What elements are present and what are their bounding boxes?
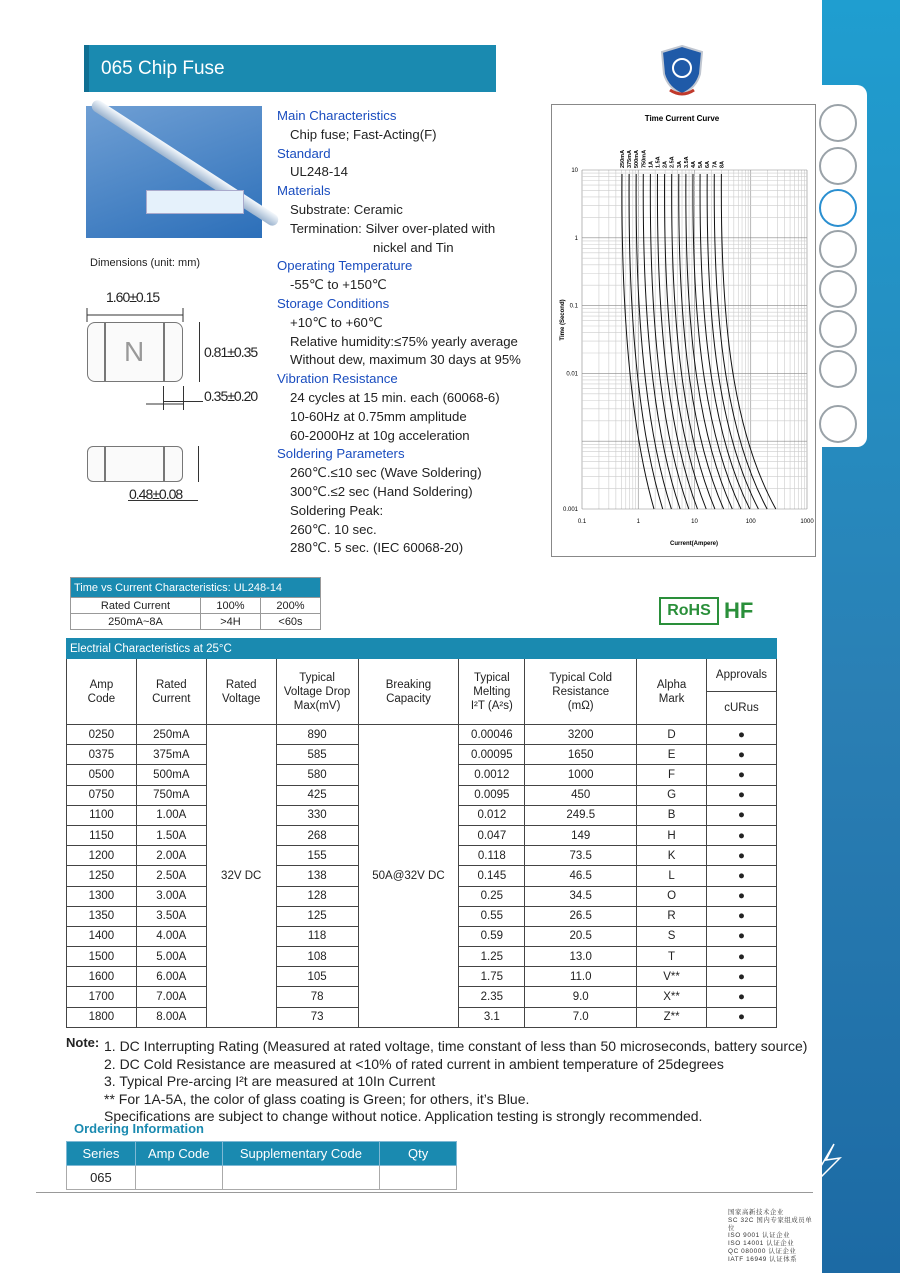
ec-cell: 26.5 [525, 906, 637, 926]
ec-cell: 73.5 [525, 846, 637, 866]
ec-cell: 6.00A [136, 967, 206, 987]
ec-cell: 750mA [136, 785, 206, 805]
curve-rating-label: 2A [662, 160, 669, 168]
ec-col: Rated Current [136, 659, 206, 725]
page-title: 065 Chip Fuse [84, 45, 496, 92]
ec-cell: 0500 [67, 765, 137, 785]
ec-cell: 3200 [525, 725, 637, 745]
ec-cell: ● [707, 745, 777, 765]
ec-cell: 1600 [67, 967, 137, 987]
ec-cell: 0.145 [459, 866, 525, 886]
ec-cell: 34.5 [525, 886, 637, 906]
ec-cell: 249.5 [525, 805, 637, 825]
curve-rating-label: 250mA [620, 149, 626, 168]
ec-cell: 2.50A [136, 866, 206, 886]
ec-cell: ● [707, 866, 777, 886]
ec-cell: 1350 [67, 906, 137, 926]
tvc-col: Rated Current [71, 598, 201, 614]
ec-cell: 73 [276, 1007, 358, 1027]
x-tick-label: 1 [636, 519, 640, 525]
curve-rating-label: 500mA [634, 149, 641, 168]
ec-cell: 1400 [67, 926, 137, 946]
ec-cell: 0.00095 [459, 745, 525, 765]
triangle-logo-icon[interactable] [819, 104, 857, 142]
ec-cell: 108 [276, 947, 358, 967]
ec-cell: X** [637, 987, 707, 1007]
ec-cell: 268 [276, 825, 358, 845]
notes-label: Note: [66, 1035, 100, 1050]
ec-cell: ● [707, 765, 777, 785]
ec-col: Rated Voltage [206, 659, 276, 725]
ec-cell: 1500 [67, 947, 137, 967]
ec-cell: B [637, 805, 707, 825]
ord-col: Qty [380, 1142, 457, 1166]
ec-cell: ● [707, 926, 777, 946]
curve-rating-label: 6A [705, 160, 712, 168]
globe-icon[interactable] [819, 405, 857, 443]
ec-cell: 450 [525, 785, 637, 805]
x-tick-label: 10 [691, 519, 698, 525]
fuse-marking: N [124, 336, 145, 367]
ec-cell: 1.00A [136, 805, 206, 825]
ec-cell: 20.5 [525, 926, 637, 946]
ec-cell: 0.118 [459, 846, 525, 866]
ec-col: Alpha Mark [637, 659, 707, 725]
x-tick-label: 0.1 [577, 519, 587, 525]
ec-cell: 13.0 [525, 947, 637, 967]
ord-cell [222, 1166, 380, 1190]
tvc-table [70, 577, 321, 630]
fuse-side-view [87, 446, 183, 482]
ec-cell: L [637, 866, 707, 886]
ec-cell: ● [707, 785, 777, 805]
dim-band: 0.35±0.20 [204, 388, 258, 404]
spec-line: +10℃ to +60℃ [290, 314, 383, 330]
ec-cell: 0375 [67, 745, 137, 765]
ec-cell: ● [707, 987, 777, 1007]
y-axis-label: Time (Second) [560, 299, 566, 341]
ec-cell: 585 [276, 745, 358, 765]
ec-cell: 7.00A [136, 987, 206, 1007]
ec-cell: Z** [637, 1007, 707, 1027]
ec-cell: ● [707, 846, 777, 866]
ec-cell: 0.00046 [459, 725, 525, 745]
time-current-curve [551, 104, 816, 557]
fuse-tape-graphic [146, 190, 244, 214]
ec-cell: 500mA [136, 765, 206, 785]
dim-width: 0.48±0.08 [129, 486, 183, 502]
curve-line [679, 174, 724, 509]
spec-line: Relative humidity:≤75% yearly average [290, 333, 518, 349]
ec-cell: 3.1 [459, 1007, 525, 1027]
ec-cell: 1.25 [459, 947, 525, 967]
ec-cell: 149 [525, 825, 637, 845]
ec-cell: 330 [276, 805, 358, 825]
ec-col: Breaking Capacity [358, 659, 459, 725]
shield-logo-icon [660, 44, 704, 96]
ec-cell: 2.00A [136, 846, 206, 866]
ec-col-sub: cURus [707, 692, 777, 725]
ord-col: Amp Code [135, 1142, 222, 1166]
note-item: ** For 1A-5A, the color of glass coating is Green; for others, it’s Blue. [104, 1090, 530, 1107]
curve-rating-label: 2.5A [669, 156, 676, 168]
ec-cell: 1650 [525, 745, 637, 765]
ec-cell: G [637, 785, 707, 805]
ec-cell: E [637, 745, 707, 765]
ec-cell: K [637, 846, 707, 866]
ec-cell: 46.5 [525, 866, 637, 886]
curve-rating-label: 1.5A [655, 156, 662, 168]
curve-rating-label: 3.5A [683, 156, 690, 168]
certifications [728, 1209, 814, 1264]
ec-cell: ● [707, 825, 777, 845]
characteristics-list [277, 107, 547, 558]
y-tick-label: 10 [571, 168, 578, 174]
spec-heading: Materials [277, 183, 331, 199]
y-tick-label: 0.1 [569, 303, 578, 310]
ord-cell [135, 1166, 222, 1190]
ec-cell: 0.25 [459, 886, 525, 906]
coil-icon[interactable] [819, 350, 857, 388]
dimensions-label: Dimensions (unit: mm) [90, 257, 201, 269]
y-tick-label: 1 [574, 235, 578, 242]
ec-cell: 425 [276, 785, 358, 805]
spec-line: -55℃ to +150℃ [290, 277, 387, 293]
ec-cell: 9.0 [525, 987, 637, 1007]
curve-chart [552, 105, 815, 556]
spec-line: 300℃.≤2 sec (Hand Soldering) [290, 483, 473, 499]
curve-rating-label: 3A [676, 160, 683, 168]
spec-line: Termination: Silver over-plated with [290, 220, 496, 236]
ec-cell: 5.00A [136, 947, 206, 967]
spec-line: 260℃.≤10 sec (Wave Soldering) [290, 465, 482, 481]
spec-line: 260℃. 10 sec. [290, 521, 377, 537]
spec-heading: Storage Conditions [277, 295, 390, 311]
ec-cell: 3.00A [136, 886, 206, 906]
ec-cell: 128 [276, 886, 358, 906]
ordering-title: Ordering Information [74, 1121, 204, 1136]
ec-cell: V** [637, 967, 707, 987]
ec-cell: 4.00A [136, 926, 206, 946]
cert-line: IATF 16949 认证体系 [728, 1255, 798, 1263]
dim-height: 0.81±0.35 [204, 344, 258, 360]
note-item: 2. DC Cold Resistance are measured at <10% of rated current in ambient temperature of 25degrees [104, 1055, 724, 1072]
ec-col: Amp Code [67, 659, 137, 725]
spec-line: nickel and Tin [373, 239, 454, 255]
lightning-icon [812, 1140, 842, 1180]
ec-cell: 1150 [67, 825, 137, 845]
spec-line: 60-2000Hz at 10g acceleration [290, 427, 470, 443]
ec-cell: F [637, 765, 707, 785]
ec-cell: 0.0095 [459, 785, 525, 805]
ec-header: Electrial Characteristics at 25°C [67, 639, 777, 659]
ec-col: Approvals [707, 659, 777, 692]
ec-cell: 155 [276, 846, 358, 866]
spec-line: UL248-14 [290, 164, 348, 180]
dim-length: 1.60±0.15 [106, 289, 160, 305]
rohs-badge: RoHS [659, 597, 719, 625]
ec-cell: 0.59 [459, 926, 525, 946]
ec-cell: ● [707, 1007, 777, 1027]
book-icon[interactable] [819, 147, 857, 185]
spec-line: 280℃. 5 sec. (IEC 60068-20) [290, 540, 464, 556]
ec-cell: 580 [276, 765, 358, 785]
x-axis-label: Current(Ampere) [669, 541, 719, 547]
spec-line: 24 cycles at 15 min. each (60068-6) [290, 389, 500, 405]
tvc-cell: 250mA~8A [71, 614, 201, 630]
ord-cell: 065 [67, 1166, 136, 1190]
note-item: Specifications are subject to change without notice. Application testing is strongly recommended. [104, 1108, 703, 1125]
thermal-icon[interactable] [819, 230, 857, 268]
ec-cell: 250mA [136, 725, 206, 745]
ec-cell: 0.55 [459, 906, 525, 926]
ec-cell: 78 [276, 987, 358, 1007]
ec-col: Typical Melting I²T (A²s) [459, 659, 525, 725]
ec-cell: 1250 [67, 866, 137, 886]
ec-cell: ● [707, 805, 777, 825]
x-tick-label: 1000 [800, 519, 814, 525]
ec-cell: 8.00A [136, 1007, 206, 1027]
tvc-cell: <60s [260, 614, 320, 630]
cert-line: ISO 14001 认证企业 [728, 1240, 795, 1248]
ec-cell: 1100 [67, 805, 137, 825]
spec-line: Chip fuse; Fast-Acting(F) [290, 126, 437, 142]
spec-line: 10-60Hz at 0.75mm amplitude [290, 408, 467, 424]
ec-cell: 7.0 [525, 1007, 637, 1027]
ec-cell: 0.012 [459, 805, 525, 825]
electrical-table [66, 638, 777, 1028]
ec-cell: ● [707, 967, 777, 987]
ec-voltage: 32V DC [206, 725, 276, 1028]
ec-cell: 1000 [525, 765, 637, 785]
tvc-header: Time vs Current Characteristics: UL248-14 [71, 578, 321, 598]
note-item: 1. DC Interrupting Rating (Measured at rated voltage, time constant of less than 50 microseconds, battery source) [104, 1038, 808, 1054]
ec-cell: 105 [276, 967, 358, 987]
ec-cell: 1.75 [459, 967, 525, 987]
ec-cell: 1.50A [136, 825, 206, 845]
curve-rating-label: 750mA [641, 149, 648, 168]
spec-heading: Operating Temperature [277, 258, 413, 274]
ec-breaking: 50A@32V DC [358, 725, 459, 1028]
ordering-table [66, 1141, 457, 1190]
ec-cell: 118 [276, 926, 358, 946]
note-item: 3. Typical Pre-arcing I²t are measured at 10In Current [104, 1073, 436, 1090]
ec-cell: 1800 [67, 1007, 137, 1027]
ec-cell: D [637, 725, 707, 745]
ec-cell: 138 [276, 866, 358, 886]
ec-col: Typical Cold Resistance (mΩ) [525, 659, 637, 725]
ec-cell: 2.35 [459, 987, 525, 1007]
ec-cell: H [637, 825, 707, 845]
ec-cell: 890 [276, 725, 358, 745]
ec-cell: 1300 [67, 886, 137, 906]
curve-title: Time Current Curve [644, 114, 720, 123]
ec-cell: O [637, 886, 707, 906]
tvc-col: 100% [200, 598, 260, 614]
ec-cell: R [637, 906, 707, 926]
cert-line: 国家高新技术企业 [728, 1209, 784, 1216]
ec-cell: ● [707, 886, 777, 906]
product-photo [86, 106, 262, 238]
spec-line: Substrate: Ceramic [290, 201, 403, 217]
ord-col: Supplementary Code [222, 1142, 380, 1166]
cert-line: SC 32C 国内专家组成员单位 [728, 1216, 813, 1232]
ec-cell: 1700 [67, 987, 137, 1007]
curve-line [650, 174, 688, 509]
ord-cell [380, 1166, 457, 1190]
cert-line: ISO 9001 认证企业 [728, 1232, 791, 1240]
ec-cell: ● [707, 725, 777, 745]
ec-cell: T [637, 947, 707, 967]
ec-cell: 3.50A [136, 906, 206, 926]
curve-rating-label: 5A [698, 160, 705, 168]
ec-cell: 0.047 [459, 825, 525, 845]
ord-col: Series [67, 1142, 136, 1166]
fuse-icon[interactable] [819, 189, 857, 227]
ec-cell: 0750 [67, 785, 137, 805]
ec-cell: 1200 [67, 846, 137, 866]
spec-heading: Main Characteristics [277, 108, 397, 123]
ec-cell: ● [707, 947, 777, 967]
ec-cell: 0250 [67, 725, 137, 745]
tvc-col: 200% [260, 598, 320, 614]
tvc-cell: >4H [200, 614, 260, 630]
ec-cell: 11.0 [525, 967, 637, 987]
curve-rating-label: 7A [712, 160, 719, 168]
y-tick-label: 0.01 [566, 371, 578, 378]
ec-cell: 375mA [136, 745, 206, 765]
ec-cell: 125 [276, 906, 358, 926]
spec-heading: Standard [277, 145, 331, 161]
sensor-icon[interactable] [819, 310, 857, 348]
curve-rating-label: 8A [719, 160, 726, 168]
hf-badge: HF [724, 598, 754, 623]
curve-rating-label: 375mA [627, 149, 634, 168]
curve-rating-label: 1A [648, 160, 655, 168]
spec-line: Without dew, maximum 30 days at 95% [290, 352, 521, 368]
ec-cell: 0.0012 [459, 765, 525, 785]
diode-icon[interactable] [819, 270, 857, 308]
ec-cell: S [637, 926, 707, 946]
footer-divider [36, 1192, 813, 1193]
ec-cell: ● [707, 906, 777, 926]
spec-line: Soldering Peak: [290, 502, 384, 518]
notes-list [104, 1038, 824, 1126]
x-tick-label: 100 [745, 519, 756, 525]
ec-col: Typical Voltage Drop Max(mV) [276, 659, 358, 725]
curve-rating-label: 4A [691, 160, 697, 168]
cert-line: QC 080000 认证企业 [728, 1247, 797, 1255]
y-tick-label: 0.001 [562, 507, 578, 513]
spec-heading: Soldering Parameters [277, 446, 405, 462]
spec-heading: Vibration Resistance [277, 371, 398, 387]
